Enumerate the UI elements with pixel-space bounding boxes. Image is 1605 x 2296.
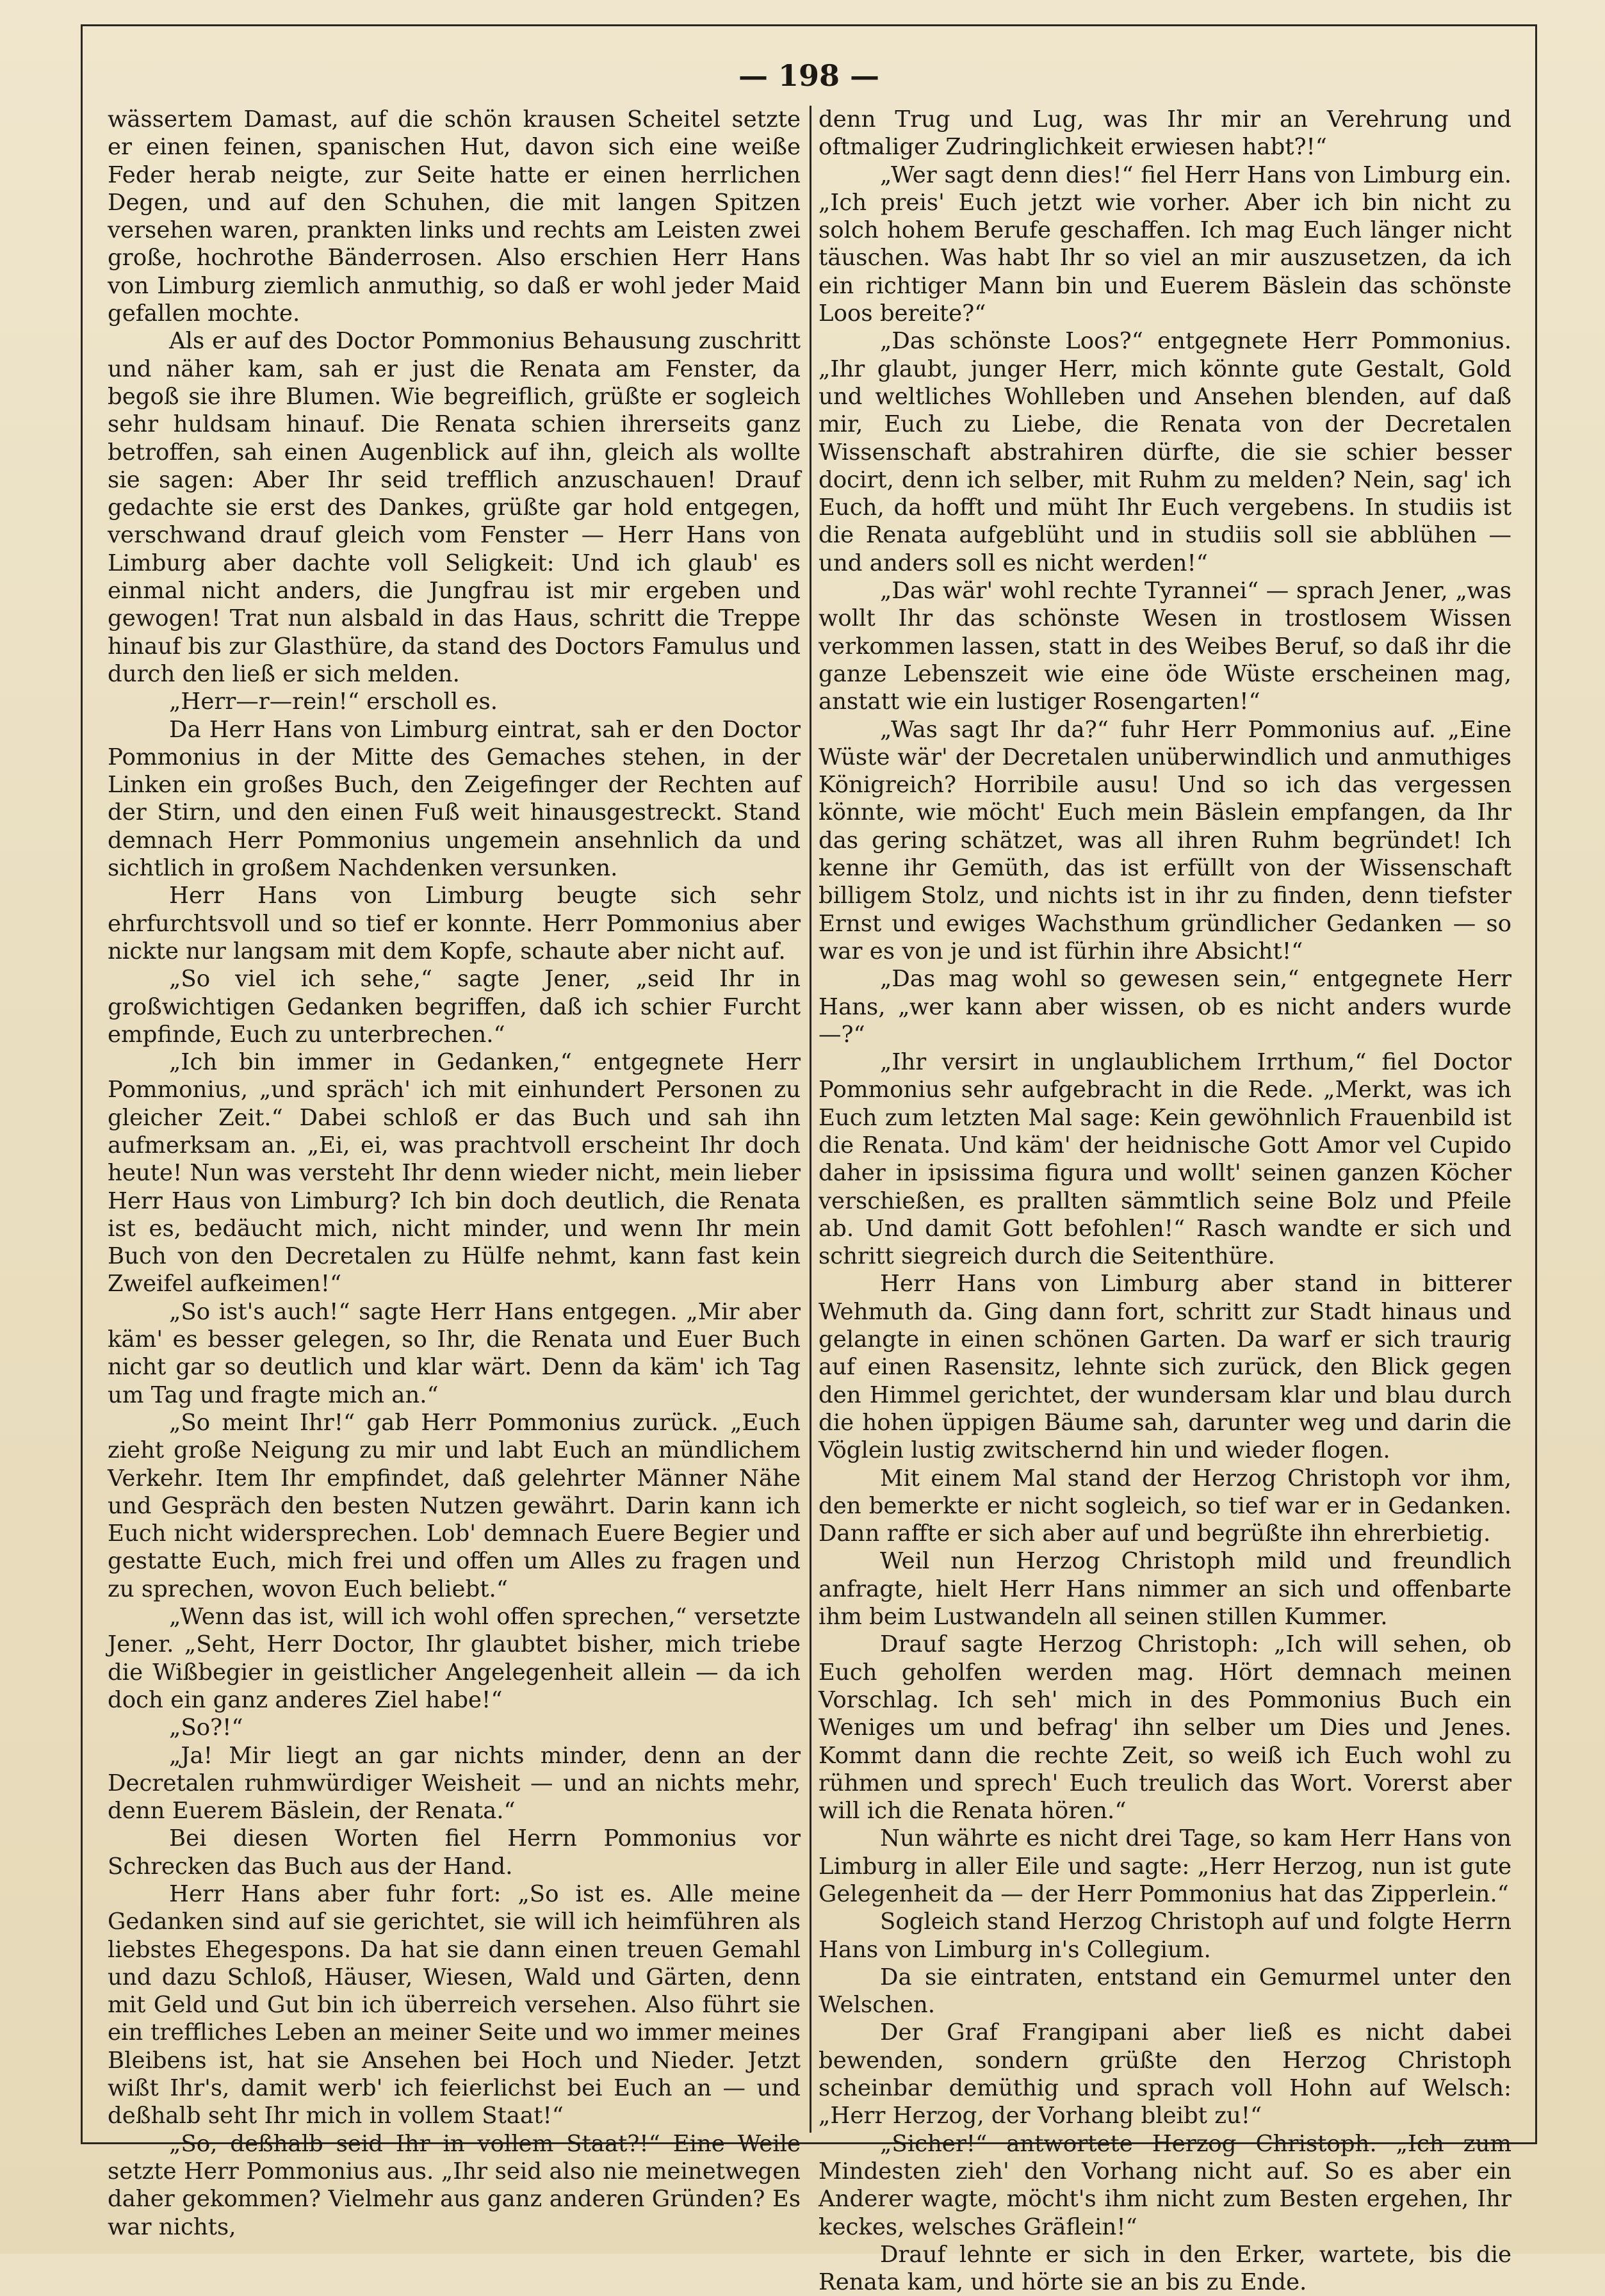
paragraph: Weil nun Herzog Christoph mild und freundlich anfragte, hielt Herr Hans nimmer an sich und offenbarte ihm beim Lustwandeln all seinen stillen Kummer.	[819, 1548, 1511, 1631]
paragraph: „Ihr versirt in unglaublichem Irrthum,“ fiel Doctor Pommonius sehr aufgebracht in die Rede. „Merkt, was ich Euch zum letzten Mal sage: Kein gewöhnlich Frauenbild ist die Renata. Und käm' der heidnische Gott Amor vel Cupido daher in ipsissima figura und wollt' seinen ganzen Köcher verschießen, es prallten sämmtlich seine Bolz und Pfeile ab. Und damit Gott befohlen!“ Rasch wandte er sich und schritt siegreich durch die Seitenthüre.	[819, 1049, 1511, 1270]
paragraph: Herr Hans von Limburg beugte sich sehr ehrfurchtsvoll und so tief er konnte. Herr Pommonius aber nickte nur langsam mit dem Kopfe, schaute aber nicht auf.	[108, 883, 801, 965]
paragraph: Herr Hans aber fuhr fort: „So ist es. Alle meine Gedanken sind auf sie gerichtet, sie will ich heimführen als liebstes Ehegespons. Da hat sie dann einen treuen Gemahl und dazu Schloß, Häuser, Wiesen, Wald und Gärten, denn mit Geld und Gut bin ich überreich versehen. Also führt sie ein treffliches Leben an meiner Seite und wo immer meines Bleibens ist, hat sie Ansehen bei Hoch und Nieder. Jetzt wißt Ihr's, damit werb' ich feierlichst bei Euch an — und deßhalb seht Ihr mich in vollem Staat!“	[108, 1881, 801, 2129]
paragraph: „So meint Ihr!“ gab Herr Pommonius zurück. „Euch zieht große Neigung zu mir und labt Euch an mündlichem Verkehr. Item Ihr empfindet, daß gelehrter Männer Nähe und Gespräch den besten Nutzen gewährt. Darin kann ich Euch nicht widersprechen. Lob' demnach Euere Begier und gestatte Euch, mich frei und offen um Alles zu fragen und zu sprechen, wovon Euch beliebt.“	[108, 1409, 801, 1602]
text-column-left	[108, 106, 801, 2240]
paragraph: „Sicher!“ antwortete Herzog Christoph. „Ich zum Mindesten zieh' den Vorhang nicht auf. So es aber ein Anderer wagte, möcht's ihm nicht zum Besten ergehen, Ihr keckes, welsches Gräflein!“	[819, 2130, 1511, 2240]
paragraph: Der Graf Frangipani aber ließ es nicht dabei bewenden, sondern grüßte den Herzog Christoph scheinbar demüthig und sprach voll Hohn auf Welsch: „Herr Herzog, der Vorhang bleibt zu!“	[819, 2019, 1511, 2129]
paragraph: Sogleich stand Herzog Christoph auf und folgte Herrn Hans von Limburg in's Collegium.	[819, 1909, 1511, 1963]
column-divider	[810, 106, 811, 2133]
paragraph: „So ist's auch!“ sagte Herr Hans entgegen. „Mir aber käm' es besser gelegen, so Ihr, die Renata und Euer Buch nicht gar so deutlich und klar wärt. Denn da käm' ich Tag um Tag und fragte mich an.“	[108, 1298, 801, 1408]
paragraph: „Was sagt Ihr da?“ fuhr Herr Pommonius auf. „Eine Wüste wär' der Decretalen unüberwindlich und anmuthiges Königreich? Horribile ausu! Und so ich das vergessen könnte, wie möcht' Euch mein Bäslein empfangen, da Ihr das gering schätzet, was all ihren Ruhm begründet! Ich kenne ihr Gemüth, das ist erfüllt von der Wissenschaft billigem Stolz, und nichts ist in ihr zu finden, denn tiefster Ernst und ewiges Wachsthum gründlicher Gedanken — so war es von je und ist fürhin ihre Absicht!“	[819, 716, 1511, 965]
paragraph: „So viel ich sehe,“ sagte Jener, „seid Ihr in großwichtigen Gedanken begriffen, daß ich schier Furcht empfinde, Euch zu unterbrechen.“	[108, 966, 801, 1048]
paragraph: Mit einem Mal stand der Herzog Christoph vor ihm, den bemerkte er nicht sogleich, so tief war er in Gedanken. Dann raffte er sich aber auf und begrüßte ihn ehrerbietig.	[819, 1465, 1511, 1547]
paragraph: denn Trug und Lug, was Ihr mir an Verehrung und oftmaliger Zudringlichkeit erwiesen habt?!“	[819, 106, 1511, 161]
page-number: — 198 —	[738, 58, 880, 93]
paragraph: Drauf sagte Herzog Christoph: „Ich will sehen, ob Euch geholfen werden mag. Hört demnach meinen Vorschlag. Ich seh' mich in des Pommonius Buch ein Weniges um und befrag' ihn selber um Dies und Jenes. Kommt dann die rechte Zeit, so weiß ich Euch wohl zu rühmen und sprech' Euch treulich das Wort. Vorerst aber will ich die Renata hören.“	[819, 1631, 1511, 1825]
paragraph: „Das mag wohl so gewesen sein,“ entgegnete Herr Hans, „wer kann aber wissen, ob es nicht anders wurde —?“	[819, 966, 1511, 1048]
paragraph: „Herr—r—rein!“ erscholl es.	[169, 688, 498, 715]
paragraph: Da sie eintraten, entstand ein Gemurmel unter den Welschen.	[819, 1964, 1511, 2019]
text-column-right	[819, 106, 1511, 2296]
paragraph: „Das schönste Loos?“ entgegnete Herr Pommonius. „Ihr glaubt, junger Herr, mich könnte gute Gestalt, Gold und weltliches Wohlleben und Ansehen blenden, auf daß mir, Euch zu Liebe, die Renata von der Decretalen Wissenschaft abstrahiren dürfte, die sie schier besser docirt, denn ich selber, mit Ruhm zu melden? Nein, sag' ich Euch, da hofft und müht Ihr Euch vergebens. In studiis ist die Renata aufgeblüht und in studiis soll sie abblühen — und anders soll es nicht werden!“	[819, 328, 1511, 576]
paragraph: „Ich bin immer in Gedanken,“ entgegnete Herr Pommonius, „und spräch' ich mit einhundert Personen zu gleicher Zeit.“ Dabei schloß er das Buch und sah ihn aufmerksam an. „Ei, ei, was prachtvoll erscheint Ihr doch heute! Nun was versteht Ihr denn wieder nicht, mein lieber Herr Haus von Limburg? Ich bin doch deutlich, die Renata ist es, bedäucht mich, nicht minder, und wenn Ihr mein Buch von den Decretalen zu Hülfe nehmt, kann fast kein Zweifel aufkeimen!“	[108, 1049, 801, 1298]
paragraph: Da Herr Hans von Limburg eintrat, sah er den Doctor Pommonius in der Mitte des Gemaches stehen, in der Linken ein großes Buch, den Zeigefinger der Rechten auf der Stirn, und den einen Fuß weit hinausgestreckt. Stand demnach Herr Pommonius ungemein ansehnlich da und sichtlich in großem Nachdenken versunken.	[108, 716, 801, 882]
paragraph: Bei diesen Worten fiel Herrn Pommonius vor Schrecken das Buch aus der Hand.	[108, 1825, 801, 1880]
paragraph: „Wer sagt denn dies!“ fiel Herr Hans von Limburg ein. „Ich preis' Euch jetzt wie vorher. Aber ich bin nicht zu solch hohem Berufe geschaffen. Ich mag Euch länger nicht täuschen. Was habt Ihr so viel an mir auszusetzen, da ich ein richtiger Mann bin und Euerem Bäslein das schönste Loos bereite?“	[819, 161, 1511, 327]
paragraph: „Das wär' wohl rechte Tyrannei“ — sprach Jener, „was wollt Ihr das schönste Wesen in trostlosem Wissen verkommen lassen, statt in des Weibes Beruf, so daß ihr die ganze Lebenszeit wie eine öde Wüste erscheinen mag, anstatt wie ein lustiger Rosengarten!“	[819, 578, 1511, 715]
paragraph: „So, deßhalb seid Ihr in vollem Staat?!“ Eine Weile setzte Herr Pommonius aus. „Ihr seid also nie meinetwegen daher gekommen? Vielmehr aus ganz anderen Gründen? Es war nichts,	[108, 2130, 801, 2240]
paragraph: „Ja! Mir liegt an gar nichts minder, denn an der Decretalen ruhmwürdiger Weisheit — und an nichts mehr, denn Euerem Bäslein, der Renata.“	[108, 1742, 801, 1825]
paragraph: „So?!“	[169, 1714, 243, 1741]
paragraph: Herr Hans von Limburg aber stand in bitterer Wehmuth da. Ging dann fort, schritt zur Stadt hinaus und gelangte in einen schönen Garten. Da warf er sich traurig auf einen Rasensitz, lehnte sich zurück, den Blick gegen den Himmel gerichtet, der wundersam klar und blau durch die hohen üppigen Bäume sah, darunter weg und darin die Vöglein lustig zwitschernd hin und wieder flogen.	[819, 1271, 1511, 1464]
paragraph: Nun währte es nicht drei Tage, so kam Herr Hans von Limburg in aller Eile und sagte: „Herr Herzog, nun ist gute Gelegenheit da — der Herr Pommonius hat das Zipperlein.“	[819, 1825, 1511, 1907]
paragraph: wässertem Damast, auf die schön krausen Scheitel setzte er einen feinen, spanischen Hut, davon sich eine weiße Feder herab neigte, zur Seite hatte er einen herrlichen Degen, und auf den Schuhen, die mit langen Spitzen versehen waren, prankten links und rechts am Leisten zwei große, hochrothe Bänderrosen. Also erschien Herr Hans von Limburg ziemlich anmuthig, so daß er wohl jeder Maid gefallen mochte.	[108, 106, 801, 327]
paragraph: „Wenn das ist, will ich wohl offen sprechen,“ versetzte Jener. „Seht, Herr Doctor, Ihr glaubtet bisher, mich triebe die Wißbegier in geistlicher Angelegenheit allein — da ich doch ein ganz anderes Ziel habe!“	[108, 1604, 801, 1713]
paragraph: Drauf lehnte er sich in den Erker, wartete, bis die Renata kam, und hörte sie an bis zu Ende.	[819, 2241, 1511, 2296]
paragraph: Als er auf des Doctor Pommonius Behausung zuschritt und näher kam, sah er just die Renata am Fenster, da begoß sie ihre Blumen. Wie begreiflich, grüßte er sogleich sehr huldsam hinauf. Die Renata schien ihrerseits ganz betroffen, sah einen Augenblick auf ihn, gleich als wollte sie sagen: Aber Ihr seid trefflich anzuschauen! Drauf gedachte sie erst des Dankes, grüßte gar hold entgegen, verschwand drauf gleich vom Fenster — Herr Hans von Limburg aber dachte voll Seligkeit: Und ich glaub' es einmal nicht anders, die Jungfrau ist mir ergeben und gewogen! Trat nun alsbald in das Haus, schritt die Treppe hinauf bis zur Glasthüre, da stand des Doctors Famulus und durch den ließ er sich melden.	[108, 328, 801, 687]
